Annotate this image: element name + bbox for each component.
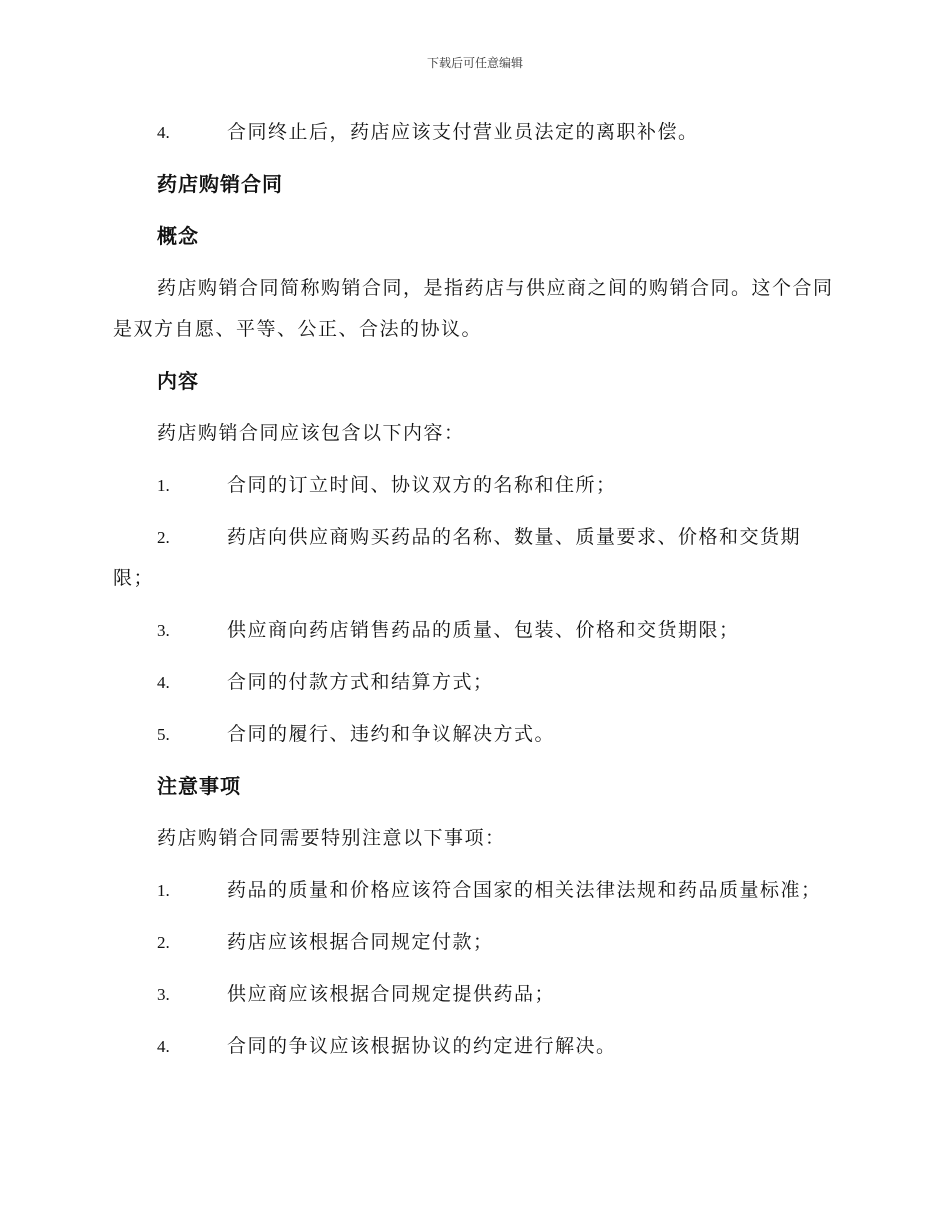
list-text: 合同的订立时间、协议双方的名称和住所； [227, 474, 617, 496]
paragraph-notes-intro: 药店购销合同需要特别注意以下事项： [157, 827, 506, 849]
list-item [113, 1026, 838, 1067]
list-number: 4. [157, 673, 170, 692]
list-item [113, 112, 838, 153]
list-item [113, 714, 838, 755]
list-number: 1. [157, 476, 170, 495]
list-text: 供应商向药店销售药品的质量、包装、价格和交货期限； [227, 619, 740, 641]
paragraph-content-intro: 药店购销合同应该包含以下内容： [157, 422, 465, 444]
list-number: 1. [157, 881, 170, 900]
list-item [113, 974, 838, 1015]
list-text: 药品的质量和价格应该符合国家的相关法律法规和药品质量标准； [227, 879, 822, 901]
subsection-title-content: 内容 [157, 369, 199, 393]
list-text: 供应商应该根据合同规定提供药品； [227, 983, 556, 1005]
list-item [113, 610, 838, 651]
list-number: 2. [157, 933, 170, 952]
subsection-title-concept: 概念 [157, 224, 199, 248]
list-number: 3. [157, 985, 170, 1004]
paragraph-concept: 药店购销合同简称购销合同，是指药店与供应商之间的购销合同。这个合同是双方自愿、平等、公正、合法的协议。 [113, 277, 834, 340]
list-item [113, 662, 838, 703]
list-text: 药店应该根据合同规定付款； [227, 931, 494, 953]
list-number: 3. [157, 621, 170, 640]
page-header: 下载后可任意编辑 [426, 56, 523, 70]
list-number: 4. [157, 123, 170, 142]
list-text: 药店向供应商购买药品的名称、数量、质量要求、价格和交货期限； [113, 526, 802, 589]
list-text: 合同终止后，药店应该支付营业员法定的离职补偿。 [227, 121, 699, 143]
list-number: 5. [157, 725, 170, 744]
section-title: 药店购销合同 [157, 172, 283, 196]
list-text: 合同的履行、违约和争议解决方式。 [227, 723, 556, 745]
list-number: 2. [157, 528, 170, 547]
list-text: 合同的付款方式和结算方式； [227, 671, 494, 693]
document-body [113, 112, 838, 1078]
list-text: 合同的争议应该根据协议的约定进行解决。 [227, 1035, 617, 1057]
list-item [113, 922, 838, 963]
subsection-title-notes: 注意事项 [157, 774, 241, 798]
list-item [113, 465, 838, 506]
list-number: 4. [157, 1037, 170, 1056]
list-item [113, 870, 838, 911]
list-item [113, 517, 838, 599]
